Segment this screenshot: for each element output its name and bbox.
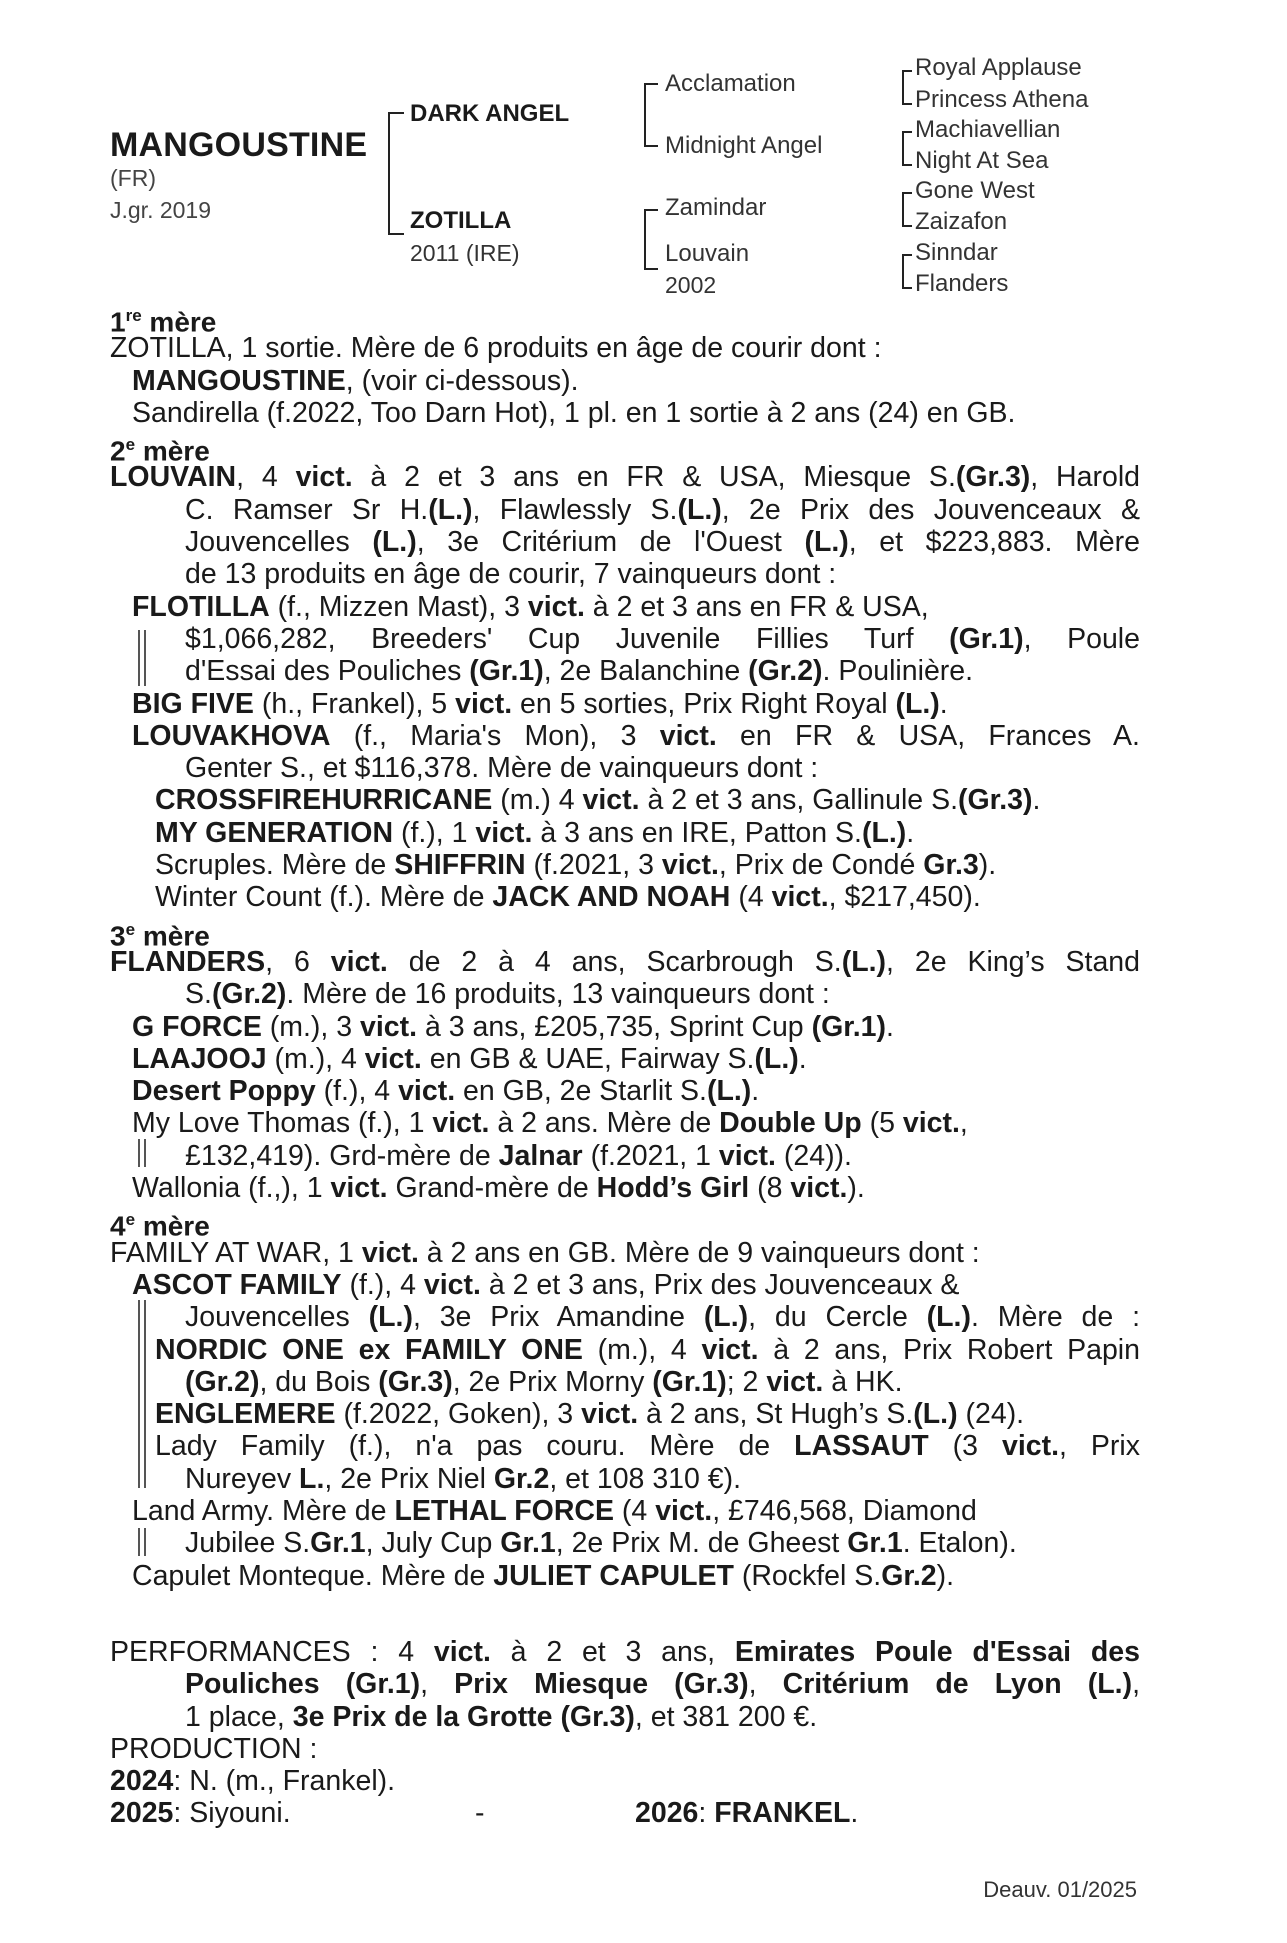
produce-entry: Desert Poppy (f.), 4 vict. en GB, 2e Starlit S.(L.).	[132, 1075, 760, 1108]
produce-entry: ENGLEMERE (f.2022, Goken), 3 vict. à 2 ans, St Hugh’s S.(L.) (24).	[155, 1398, 1025, 1431]
dam-info: 2011 (IRE)	[410, 240, 520, 266]
sire-dam: Midnight Angel	[665, 132, 823, 159]
produce-entry-cont: (Gr.2), du Bois (Gr.3), 2e Prix Morny (Gr.1); 2 vict. à HK.	[185, 1365, 903, 1398]
produce-entry: ASCOT FAMILY (f.), 4 vict. à 2 et 3 ans, Prix des Jouvenceaux &	[132, 1268, 960, 1301]
performances-block	[110, 1636, 1140, 1830]
gen3-3: Machiavellian	[915, 116, 1061, 143]
produce-entry: G FORCE (m.), 3 vict. à 3 ans, £205,735, Sprint Cup (Gr.1).	[132, 1010, 894, 1043]
horse-info: J.gr. 2019	[110, 197, 212, 223]
dam-dam-year: 2002	[665, 272, 717, 298]
horse-name: MANGOUSTINE	[110, 126, 368, 164]
produce-entry: Sandirella (f.2022, Too Darn Hot), 1 pl. en 1 sortie à 2 ans (24) en GB.	[132, 396, 1016, 429]
gen3-6: Zaizafon	[915, 208, 1008, 235]
produce-entry: MANGOUSTINE, (voir ci-dessous).	[132, 364, 579, 397]
performances-cont: 1 place, 3e Prix de la Grotte (Gr.3), et 381 200 €.	[185, 1700, 818, 1733]
gen3-4: Night At Sea	[915, 147, 1049, 174]
gen3-5: Gone West	[915, 177, 1035, 204]
louvain-entry-cont: de 13 produits en âge de courir, 7 vainqueurs dont :	[185, 558, 837, 591]
performances-cont: Pouliches (Gr.1), Prix Miesque (Gr.3), Critérium de Lyon (L.),	[185, 1668, 1140, 1701]
section-heading-4e-mere: 4e mère	[110, 1210, 210, 1242]
produce-entry: MY GENERATION (f.), 1 vict. à 3 ans en IRE, Patton S.(L.).	[155, 816, 915, 849]
produce-entry-cont: Genter S., et $116,378. Mère de vainqueurs dont :	[185, 752, 819, 785]
produce-entry: Capulet Monteque. Mère de JULIET CAPULET (Rockfel S.Gr.2).	[132, 1559, 955, 1592]
louvain-entry-cont: Jouvencelles (L.), 3e Critérium de l'Ouest (L.), et $223,883. Mère	[185, 526, 1140, 559]
produce-entry: LAAJOOJ (m.), 4 vict. en GB & UAE, Fairway S.(L.).	[132, 1042, 807, 1075]
gen3-2: Princess Athena	[915, 86, 1089, 113]
footer-sale-code: Deauv. 01/2025	[983, 1877, 1137, 1902]
bracket-dam	[644, 209, 658, 270]
zotilla-entry: ZOTILLA, 1 sortie. Mère de 6 produits en âge de courir dont :	[110, 332, 882, 365]
produce-entry: BIG FIVE (h., Frankel), 5 vict. en 5 sorties, Prix Right Royal (L.).	[132, 687, 948, 720]
produce-entry: FLOTILLA (f., Mizzen Mast), 3 vict. à 2 et 3 ans en FR & USA,	[132, 590, 929, 623]
produce-entry: Scruples. Mère de SHIFFRIN (f.2021, 3 vict., Prix de Condé Gr.3).	[155, 849, 997, 882]
produce-entry: CROSSFIREHURRICANE (m.) 4 vict. à 2 et 3 ans, Gallinule S.(Gr.3).	[155, 784, 1041, 817]
section-heading-2e-mere: 2e mère	[110, 435, 210, 467]
gen3-1: Royal Applause	[915, 54, 1082, 81]
bracket-g3-1	[902, 70, 912, 105]
bracket-g3-2	[902, 131, 912, 166]
dam-dam: Louvain	[665, 240, 750, 267]
performances: PERFORMANCES : 4 vict. à 2 et 3 ans, Emirates Poule d'Essai des	[110, 1636, 1140, 1668]
production-2024: 2024: N. (m., Frankel).	[110, 1765, 396, 1798]
produce-entry: Winter Count (f.). Mère de JACK AND NOAH (4 vict., $217,450).	[155, 881, 981, 914]
produce-entry: Lady Family (f.), n'a pas couru. Mère de LASSAUT (3 vict., Prix	[155, 1430, 1140, 1463]
dam-name: ZOTILLA	[410, 207, 512, 234]
flanders-entry-cont: S.(Gr.2). Mère de 16 produits, 13 vainqueurs dont :	[185, 978, 830, 1011]
produce-entry-cont: Nureyev L., 2e Prix Niel Gr.2, et 108 310 €).	[185, 1462, 742, 1495]
produce-entry-cont: Jouvencelles (L.), 3e Prix Amandine (L.), du Cercle (L.). Mère de :	[185, 1301, 1140, 1334]
produce-entry-cont: $1,066,282, Breeders' Cup Juvenile Fillies Turf (Gr.1), Poule	[185, 622, 1140, 655]
production-2025-2026: 2025: Siyouni. - 2026: FRANKEL.	[110, 1797, 859, 1830]
produce-entry-cont: d'Essai des Pouliches (Gr.1), 2e Balanchine (Gr.2). Poulinière.	[185, 655, 974, 688]
horse-origin: (FR)	[110, 165, 156, 191]
family-at-war-entry: FAMILY AT WAR, 1 vict. à 2 ans en GB. Mère de 9 vainqueurs dont :	[110, 1236, 980, 1269]
produce-entry: LOUVAKHOVA (f., Maria's Mon), 3 vict. en FR & USA, Frances A.	[132, 719, 1140, 752]
produce-entry: My Love Thomas (f.), 1 vict. à 2 ans. Mère de Double Up (5 vict.,	[132, 1107, 968, 1140]
produce-entry-cont: Jubilee S.Gr.1, July Cup Gr.1, 2e Prix M. de Gheest Gr.1. Etalon).	[185, 1527, 1017, 1560]
bracket-sire	[644, 83, 658, 147]
gen3-8: Flanders	[915, 270, 1009, 297]
produce-entry-cont: £132,419). Grd-mère de Jalnar (f.2021, 1 vict. (24)).	[185, 1139, 852, 1172]
bracket-g3-4	[902, 254, 912, 289]
gen3-7: Sinndar	[915, 239, 998, 266]
sire-sire: Acclamation	[665, 70, 796, 97]
louvain-entry: LOUVAIN, 4 vict. à 2 et 3 ans en FR & USA, Miesque S.(Gr.3), Harold	[110, 461, 1140, 494]
bracket-g3-3	[902, 192, 912, 227]
section-heading-1re-mere: 1re mère	[110, 306, 217, 338]
flanders-entry: FLANDERS, 6 vict. de 2 à 4 ans, Scarbrough S.(L.), 2e King’s Stand	[110, 945, 1140, 978]
section-heading-3e-mere: 3e mère	[110, 919, 210, 951]
dam-line-text	[110, 300, 1140, 1592]
produce-entry: Wallonia (f.,), 1 vict. Grand-mère de Hodd’s Girl (8 vict.).	[132, 1172, 865, 1205]
production-heading: PRODUCTION :	[110, 1732, 318, 1765]
dam-sire: Zamindar	[665, 194, 767, 221]
bracket-gen1	[388, 112, 404, 235]
produce-entry: Land Army. Mère de LETHAL FORCE (4 vict., £746,568, Diamond	[132, 1494, 977, 1527]
produce-entry: NORDIC ONE ex FAMILY ONE (m.), 4 vict. à 2 ans, Prix Robert Papin	[155, 1333, 1140, 1366]
louvain-entry-cont: C. Ramser Sr H.(L.), Flawlessly S.(L.), 2e Prix des Jouvenceaux &	[185, 493, 1140, 526]
sire-name: DARK ANGEL	[410, 100, 570, 127]
